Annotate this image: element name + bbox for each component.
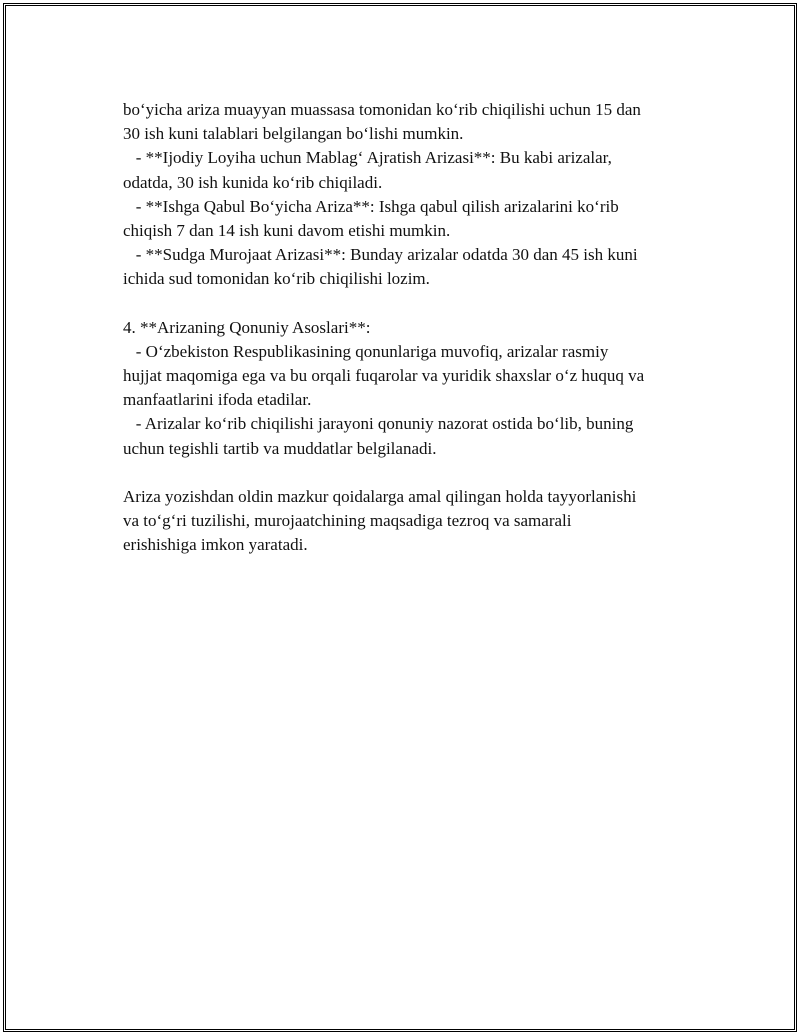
text-line: - **Sudga Murojaat Arizasi**: Bunday arizalar odatda 30 dan 45 ish kuni	[123, 245, 638, 265]
page-frame	[3, 3, 797, 1032]
text-line: - **Ijodiy Loyiha uchun Mablag‘ Ajratish Arizasi**: Bu kabi arizalar,	[123, 148, 612, 168]
paragraph-gap	[123, 292, 698, 316]
text-line: erishishiga imkon yaratadi.	[123, 535, 308, 555]
text-line: - O‘zbekiston Respublikasining qonunlariga muvofiq, arizalar rasmiy	[123, 341, 609, 361]
text-line: 30 ish kuni talablari belgilangan bo‘lishi mumkin.	[123, 124, 464, 144]
text-line: hujjat maqomiga ega va bu orqali fuqarolar va yuridik shaxslar o‘z huquq va	[123, 366, 645, 386]
paragraph-legal-basis	[123, 316, 698, 461]
text-line: chiqish 7 dan 14 ish kuni davom etishi mumkin.	[123, 220, 451, 240]
text-line: - Arizalar ko‘rib chiqilishi jarayoni qonuniy nazorat ostida bo‘lib, buning	[123, 414, 634, 434]
text-line: - **Ishga Qabul Bo‘yicha Ariza**: Ishga qabul qilish arizalarini ko‘rib	[123, 196, 619, 216]
text-line: odatda, 30 ish kunida ko‘rib chiqiladi.	[123, 172, 383, 192]
section-heading: 4. **Arizaning Qonuniy Asoslari**:	[123, 317, 371, 337]
text-line: bo‘yicha ariza muayyan muassasa tomonidan ko‘rib chiqilishi uchun 15 dan	[123, 100, 641, 119]
text-line: va to‘g‘ri tuzilishi, murojaatchining maqsadiga tezroq va samarali	[123, 511, 572, 531]
paragraph-deadlines	[123, 98, 698, 292]
document-body	[123, 98, 698, 558]
text-line: ichida sud tomonidan ko‘rib chiqilishi lozim.	[123, 269, 430, 289]
paragraph-gap	[123, 461, 698, 485]
text-line: manfaatlarini ifoda etadilar.	[123, 390, 312, 410]
text-line: Ariza yozishdan oldin mazkur qoidalarga amal qilingan holda tayyorlanishi	[123, 487, 637, 506]
paragraph-conclusion	[123, 485, 698, 558]
text-line: uchun tegishli tartib va muddatlar belgilanadi.	[123, 438, 437, 458]
